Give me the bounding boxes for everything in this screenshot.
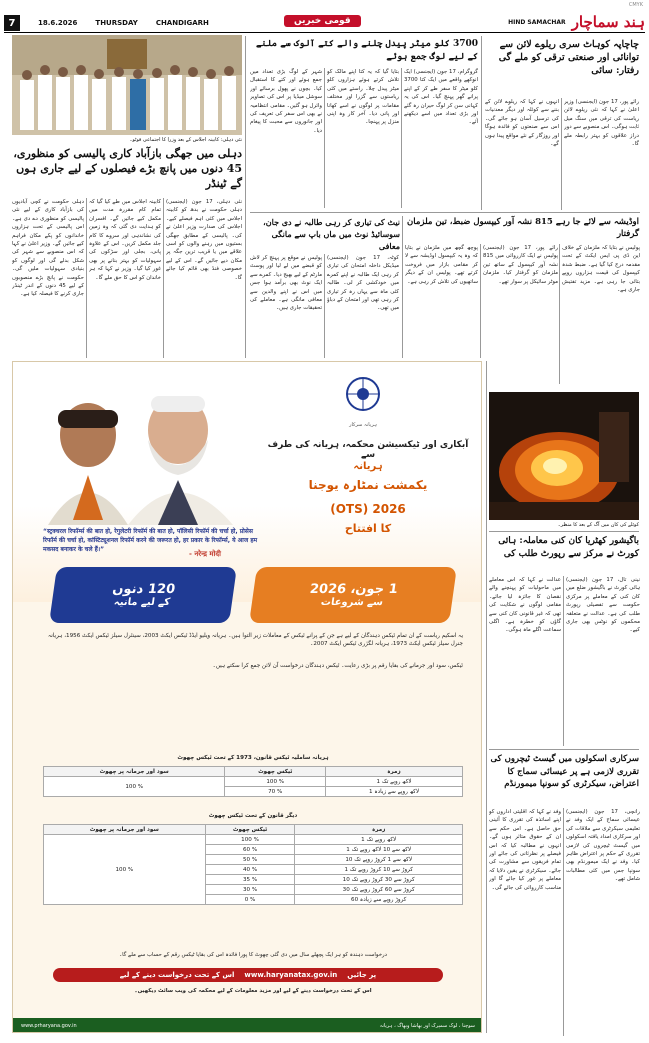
railway-headline: چاچاپہ کوہاٹ سری ریلوے لائن سے توانائی اور صنعتی ترقی کو ملے گی رفتار: سائی	[498, 39, 639, 76]
page-number: 7	[4, 15, 20, 31]
ad-body-text-1: یہ اسکیم ریاست کے ان تمام ٹیکس دہندگان کے لیے ہے جن کے پرانے ٹیکس کے معاملات زیر التوا ہیں۔ ہریانہ ویلیو ایڈڈ ٹیکس ایکٹ 2003، سینٹرل سیلز ٹیکس ایکٹ 1956، ہریانہ جنرل سیلز ٹیکس ایکٹ 1973، ہریانہ لگژری ٹیکس ایکٹ 2007۔	[47, 633, 463, 647]
table2-cell: 60 کروڑ روپے سے زیادہ	[295, 895, 463, 905]
fire-photo-caption: کوئلے کی کان میں آگ کے بعد کا منظر۔	[557, 522, 639, 528]
table1-header: ٹیکس چھوٹ	[225, 767, 326, 777]
tax-relief-table-1	[43, 766, 463, 797]
col-divider	[163, 198, 164, 358]
header-rule	[4, 32, 645, 33]
ad-emblem-label: ہریانہ سرکار	[349, 422, 377, 428]
table2-cell: 1 کروڑ سے 10 کروڑ روپے تک	[295, 865, 463, 875]
section-title: قومی خبریں	[284, 15, 361, 27]
table1-cell: 100 %	[225, 777, 326, 787]
drugs-story-col-1: رائے پور، 17 جون (ایجنسی) پولیس نے ایک کارروائی میں 815 نشہ آور کیپسول کے ساتھ تین ملزمان کو گرفتار کیا۔ ملزمان موٹر سائیکل پر سوار تھے۔	[483, 245, 558, 285]
ad-footer	[13, 1018, 482, 1033]
ad-website-banner	[53, 968, 443, 982]
table2-cell: 30 %	[205, 885, 295, 895]
table2-cell: 40 %	[205, 865, 295, 875]
court-story-col-2: عدالت نے کہا کہ اس معاملے میں ماحولیات کو پہنچنے والے نقصان کا جائزہ لیا جائے۔ مقامی لوگوں نے شکایت کی تھی کہ غیر قانونی کان کنی سے گاؤں کو خطرہ ہے۔ اگلی سماعت اگلے ماہ ہوگی۔	[489, 577, 561, 634]
table1-cell: 1 لاکھ روپے تک	[326, 777, 463, 787]
ad-web-suffix: پر جائیں	[347, 971, 377, 979]
col-divider	[480, 244, 481, 358]
header-meta	[38, 19, 209, 27]
metro-story-col-3: شہر کے لوگ بڑی تعداد میں جمع ہوئے اور کتے کا استقبال کیا۔ بچوں نے پھول برسائے اور سوشل میڈیا پر اس کی تصاویر وائرل ہو گئیں۔ مقامی انتظامیہ نے بھی اس سفر کی تعریف کی اور جانوروں سے محبت کا پیغام دیا۔	[250, 69, 322, 134]
delhi-story-col-3: دہلی حکومت نے کچی آبادیوں کی بازآباد کاری کے لیے نئی پالیسی کو منظوری دے دی ہے۔ اس پالیسی کے تحت ہزاروں خاندانوں کو پکے مکان فراہم کیے جائیں گے۔ وزیر اعلیٰ نے کہا کہ اس منصوبے سے شہر کی شکل بدلے گی اور لوگوں کو بنیادی سہولیات ملیں گی۔ حکومت نے پانچ بڑے منصوبوں کے لیے 45 دنوں کے اندر ٹینڈر جاری کرنے کا فیصلہ کیا ہے۔	[12, 199, 84, 298]
table2-header: سود اور جرمانہ پر چھوٹ	[44, 825, 206, 835]
table2-cell: 10 لاکھ سے 1 کروڑ روپے تک	[295, 855, 463, 865]
ad-quote: “स्ट्रक्चरल रिफॉर्म्स की बात हो, रेगुलेटरी रिफॉर्म की बात हो, पॉलिसी रिफॉर्म की चर्चा हो, प्रोसेस रिफॉर्म की चर्चा हो, कांस्टिट्यूशनल रिफॉर्म करने की जरूरत हो, हर प्रकार के रिफॉर्म्स, ये आज हम मकसद बनाकर के चले हैं।”	[43, 528, 258, 553]
table2-cell: 60 %	[205, 845, 295, 855]
drugs-story-col-0: پولیس نے بتایا کہ ملزمان کے خلاف این ڈی پی ایس ایکٹ کے تحت مقدمہ درج کیا گیا ہے۔ ضبط شدہ کیپسول کی قیمت ہزاروں روپے بتائی جا رہی ہے۔ مزید تفتیش جاری ہے۔	[562, 245, 640, 294]
ad-scheme-title: یکمشت نمٹارہ یوجنا	[308, 478, 428, 492]
col-divider	[481, 36, 482, 210]
col-divider	[86, 198, 87, 358]
table2-header: زمرہ	[295, 825, 463, 835]
duration-badge-small: کے لیے مانیہ	[113, 597, 171, 608]
col-divider	[559, 244, 560, 384]
railway-story-col-2: انہوں نے کہا کہ ریلوے لائن کے بننے سے کوئلہ اور دیگر معدنیات کی ترسیل آسان ہو جائے گی۔ اس سے صنعتوں کو فائدہ ہوگا اور روزگار کے نئے مواقع پیدا ہوں گے۔	[485, 99, 559, 148]
header-city: CHANDIGARH	[155, 19, 209, 27]
ad-dept-line: آبکاری اور ٹیکسیشن محکمہ، ہریانہ کی طرف سے	[267, 440, 469, 460]
table2-cell: 35 %	[205, 875, 295, 885]
col-divider	[245, 36, 246, 358]
cabinet-photo	[12, 35, 242, 135]
table-row	[44, 777, 463, 787]
ad-footnote: درخواست دہندہ کو ہر ایک پچھلے سال میں دی گئی چھوٹ کا پورا فائدہ اس کی بقایا ٹیکس رقم کے حساب سے ملے گا۔	[118, 952, 388, 958]
ots-advertisement	[12, 361, 482, 1033]
students-headline: نیٹ کی تیاری کر رہی طالبہ نے دی جان، سوسائیڈ نوٹ میں ماں باپ سے مانگی معافی	[263, 217, 400, 251]
fire-photo	[489, 392, 639, 520]
delhi-story-col-1: نئی دہلی، 17 جون (ایجنسی) دہلی حکومت نے بدھ کو کابینہ اجلاس میں کئی اہم فیصلے کیے۔ اجلاس کی صدارت وزیر اعلیٰ نے کی۔ پالیسی کے مطابق جھگی بستیوں میں رہنے والوں کو اسی علاقے میں یا قریب ترین جگہ پر مکان دیے جائیں گے۔ اس کے لیے خصوصی فنڈ بھی قائم کیا جائے گا۔	[166, 199, 242, 281]
ad-website-link[interactable]: www.haryanatax.gov.in	[244, 971, 338, 979]
railway-story-col-1: رائے پور، 17 جون (ایجنسی) وزیر اعلیٰ نے کہا کہ نئی ریلوے لائن ریاست کی ترقی میں سنگ میل ثابت ہوگی۔ اس منصوبے سے دور دراز علاقوں کو بہتر رابطہ ملے گا۔	[564, 99, 639, 148]
court-headline: باگیشور کھٹریا کان کنی معاملہ: ہائی کورٹ نے مرکز سے رپورٹ طلب کی	[498, 536, 639, 559]
ad-footer-dept: سوچنا ، لوک سمپرک اور بھاشا وبھاگ ، ہریانہ	[379, 1023, 475, 1029]
cmyk-mark: CMYK	[628, 2, 643, 8]
col-divider	[402, 216, 403, 358]
masthead	[508, 13, 645, 31]
schools-headline: سرکاری اسکولوں میں گیسٹ ٹیچروں کی تقرری لازمی ہے پر عیسائی سماج کا اعتراض، سیکرٹری کو سونپا میمورنڈم	[490, 754, 639, 789]
table2-cell: 1 لاکھ روپے تک	[295, 835, 463, 845]
ad-state: ہریانہ	[353, 461, 383, 472]
start-date-badge	[249, 567, 457, 623]
metro-headline: 3700 کلو میٹر پیدل چلنے والے کتے آلوک سے ملنے کے لیے لوگ جمع ہوئے	[255, 39, 478, 62]
metro-story-col-1: گروگرام، 17 جون (ایجنسی) ایک انوکھے واقعے میں ایک کتا 3700 کلو میٹر کا سفر طے کر کے اپنے پرانے گھر پہنچ گیا۔ اس کی یہ کہانی سن کر لوگ حیران رہ گئے اور بڑی تعداد میں اسے دیکھنے آئے۔	[404, 69, 478, 126]
ad-footnote-2: اس کے تحت درخواست دینے کے لیے اور مزید معلومات کے لیے محکمہ کی ویب سائٹ دیکھیں۔	[134, 988, 372, 994]
table1-title: ہریانہ ساملیہ ٹیکس قانون، 1973 کے تحت ٹیکس چھوٹ	[177, 755, 329, 761]
cabinet-photo-image	[12, 35, 242, 135]
table2-cell: 100 %	[205, 835, 295, 845]
header-date: 18.6.2026	[38, 19, 78, 27]
col-divider	[324, 254, 325, 358]
duration-badge-big: 120 دنوں	[111, 582, 177, 597]
table1-cell: 70 %	[225, 787, 326, 797]
schools-story-col-2: وفد نے کہا کہ اقلیتی اداروں کو اپنے اساتذہ کی تقرری کا آئینی حق حاصل ہے۔ اس حکم سے ان کے حقوق متاثر ہوں گے۔ انہوں نے مطالبہ کیا کہ اس فیصلے پر نظرثانی کی جائے اور تمام فریقوں سے مشاورت کی جائے۔ سیکرٹری نے یقین دلایا کہ معاملے پر غور کیا جائے گا اور مناسب کارروائی کی جائے گی۔	[489, 809, 561, 891]
cabinet-photo-caption: نئی دہلی: کابینہ اجلاس کے بعد وزرا کا اجتماعی فوٹو۔	[129, 137, 242, 143]
table2-title: دیگر قانون کے تحت ٹیکس چھوٹ	[208, 813, 298, 819]
table1-cell: 100 %	[44, 777, 225, 797]
table1-cell: 1 لاکھ روپے سے زیادہ	[326, 787, 463, 797]
table1-header: سود اور جرمانہ پر چھوٹ	[44, 767, 225, 777]
header-day: THURSDAY	[95, 19, 138, 27]
row-divider	[489, 531, 639, 532]
table2-header: ٹیکس چھوٹ	[205, 825, 295, 835]
fire-photo-image	[489, 392, 639, 520]
metro-story-col-2: بتایا گیا کہ یہ کتا اپنے مالک کو تلاش کرتے ہوئے ہزاروں کلو میٹر پیدل چلا۔ راستے میں کئی ریاستوں سے گزرا اور مختلف مقامات پر لوگوں نے اسے کھانا اور پانی دیا۔ آخر کار وہ اپنی منزل پر پہنچا۔	[327, 69, 399, 126]
ad-ots-label: (OTS) 2026	[330, 502, 406, 516]
tax-relief-table-2	[43, 824, 463, 905]
drugs-headline: اوڈیشہ سے لائے جا رہے 815 نشہ آور کیپسول ضبط، تین ملزمان گرفتار	[407, 217, 639, 239]
col-divider	[561, 98, 562, 210]
table2-cell: 50 %	[205, 855, 295, 865]
ad-web-prefix: اس کے تحت درخواست دینے کے لیے	[119, 971, 235, 979]
schools-story-col-1: رانچی، 17 جون (ایجنسی) عیسائی سماج کے ایک وفد نے تعلیمی سیکرٹری سے ملاقات کی اور سرکاری امداد یافتہ اسکولوں میں گیسٹ ٹیچروں کی لازمی تقرری کے حکم پر اعتراض ظاہر کیا۔ وفد نے ایک میمورنڈم بھی سونپا جس میں کئی مطالبات شامل تھے۔	[566, 809, 640, 883]
col-divider	[563, 576, 564, 746]
masthead-urdu: ہند سماچار	[571, 13, 645, 31]
row-divider	[250, 212, 640, 213]
duration-badge	[49, 567, 237, 623]
table-row	[44, 835, 463, 845]
table2-cell: 30 کروڑ سے 60 کروڑ روپے تک	[295, 885, 463, 895]
row-divider	[489, 749, 639, 750]
col-divider	[324, 68, 325, 208]
court-story-col-1: نینی تال، 17 جون (ایجنسی) ہائی کورٹ نے باگیشور ضلع میں کان کنی کے معاملے پر مرکزی حکومت سے تفصیلی رپورٹ طلب کی ہے۔ عدالت نے متعلقہ محکموں کو نوٹس بھی جاری کیے۔	[566, 577, 640, 634]
col-divider	[486, 361, 487, 1033]
ad-launch-label: کا افتتاح	[344, 522, 392, 535]
masthead-english: HIND SAMACHAR	[508, 18, 566, 26]
table1-header: زمرہ	[326, 767, 463, 777]
haryana-emblem-icon	[343, 374, 383, 418]
table2-cell: 1 لاکھ سے 10 لاکھ روپے تک	[295, 845, 463, 855]
ad-footer-website[interactable]: www.prharyana.gov.in	[21, 1023, 77, 1029]
delhi-story-col-2: کابینہ اجلاس میں طے کیا گیا کہ تمام کام مقررہ مدت میں مکمل کیے جائیں گے۔ افسران کو ہدایت دی گئی کہ وہ زمین کی نشاندہی اور سروے کا کام جلد مکمل کریں۔ اس کے علاوہ پانی، بجلی اور سڑکوں کی سہولیات کو بہتر بنانے پر بھی غور کیا گیا۔ وزیر نے کہا کہ ہر خاندان کو اس کا حق ملے گا۔	[89, 199, 161, 281]
leaders-portrait	[33, 380, 233, 525]
start-date-badge-big: 1 جون، 2026	[308, 582, 399, 597]
start-date-badge-small: سے شروعات	[320, 597, 384, 608]
col-divider	[563, 808, 564, 1036]
table2-cell: 10 کروڑ سے 30 کروڑ روپے تک	[295, 875, 463, 885]
students-story-col-2: پولیس نے موقع پر پہنچ کر لاش کو قبضے میں لے لیا اور پوسٹ مارٹم کے لیے بھیج دیا۔ کمرے سے ایک نوٹ بھی برآمد ہوا جس میں اس نے اپنے والدین سے معافی مانگی ہے۔ معاملے کی تحقیقات جاری ہیں۔	[250, 255, 322, 312]
table2-cell: 100 %	[44, 835, 206, 905]
drugs-story-col-2: پوچھ گچھ میں ملزمان نے بتایا کہ وہ یہ کیپسول اوڈیشہ سے لا کر مقامی بازار میں فروخت کرتے تھے۔ پولیس ان کے دیگر ساتھیوں کی تلاش کر رہی ہے۔	[405, 245, 478, 285]
ad-body-text-2: ٹیکس، سود اور جرمانے کی بقایا رقم پر بڑی رعایت۔ ٹیکس دہندگان درخواست آن لائن جمع کرا سکتے ہیں۔	[212, 663, 463, 669]
ad-quote-author: - नरेन्द्र मोदी	[189, 550, 221, 558]
students-story-col-1: کوٹہ، 17 جون (ایجنسی) میڈیکل داخلہ امتحان کی تیاری کر رہی ایک طالبہ نے اپنے کمرے میں خودکشی کر لی۔ طالبہ کئی ماہ سے یہاں رہ کر تیاری کر رہی تھی اور امتحان کے دباؤ میں تھی۔	[327, 255, 399, 312]
table2-cell: 0 %	[205, 895, 295, 905]
col-divider	[401, 68, 402, 208]
delhi-headline: دہلی میں جھگی بازآباد کاری پالیسی کو منظوری، 45 دنوں میں پانچ بڑے فیصلوں کے لیے جاری ہوں گے ٹینڈر	[13, 147, 242, 190]
